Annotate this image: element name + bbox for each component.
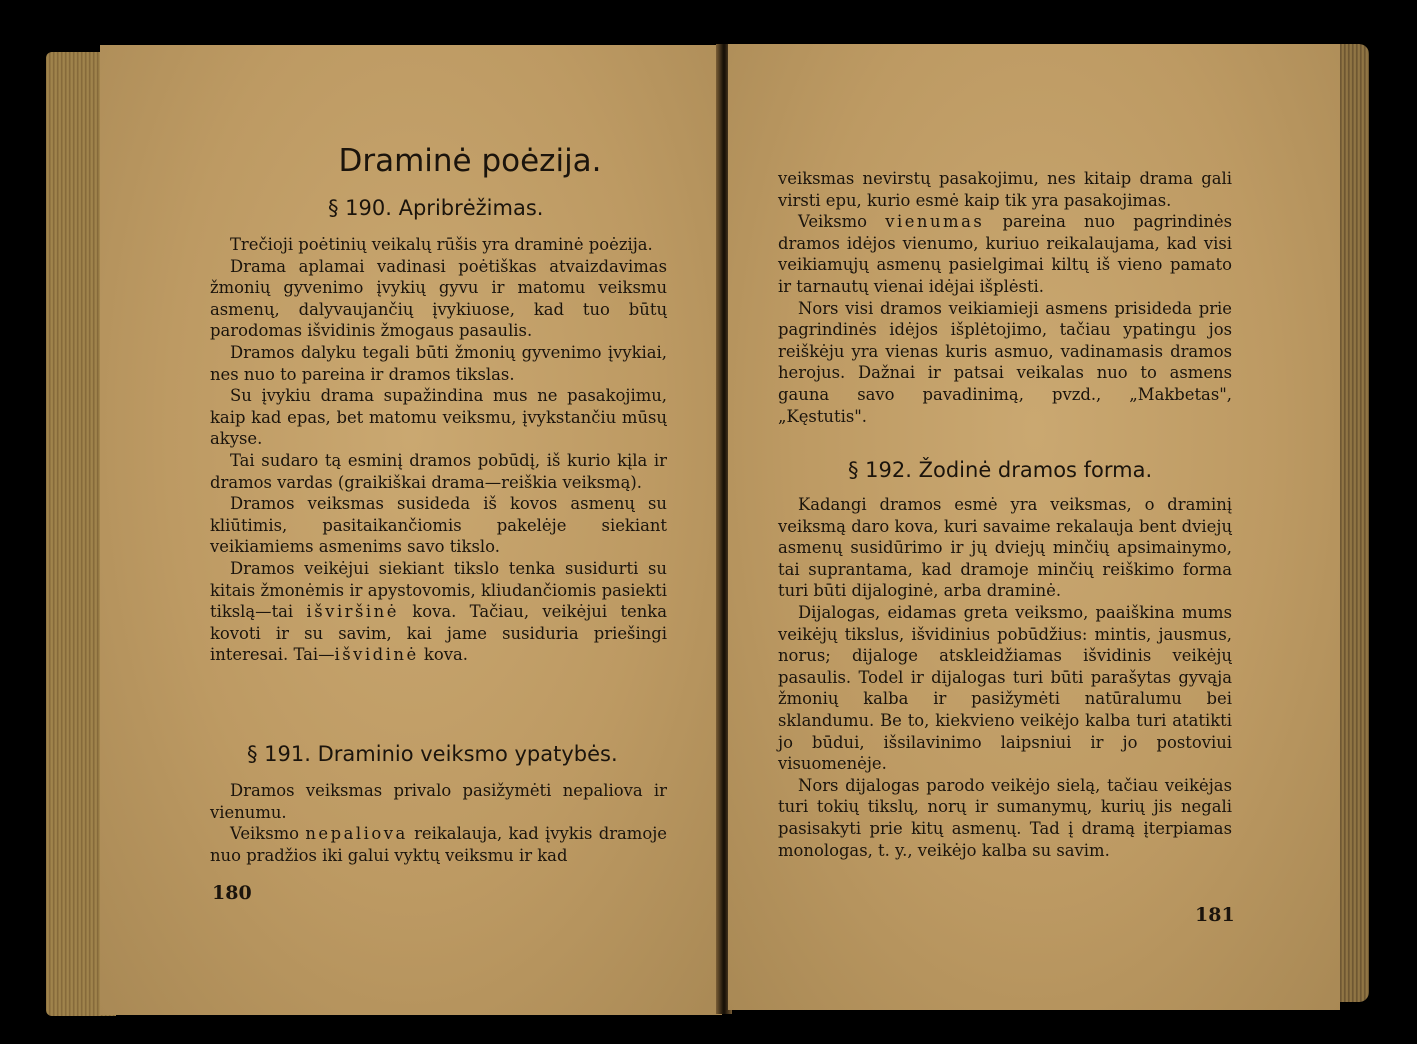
paragraph: veiksmas nevirstų pasakojimu, nes kitaip drama gali virsti epu, kurio esmė kaip tik yra pasakojimas.: [778, 169, 1232, 210]
section-191-text: [210, 780, 667, 866]
left-page: [100, 45, 722, 1015]
paragraph: Nors visi dramos veikiamieji asmens prisideda prie pagrindinės idėjos išplėtojimo, tačiau ypatingu jos reiškėju yra vienas kuris asmuo, vadinamasis dramos herojus. Dažnai ir patsai veikalas nuo to asmens gauna savo pavadinimą, pvzd., „Makbetas", „Kęstutis".: [778, 298, 1232, 426]
section-191-heading: § 191. Draminio veiksmo ypatybės.: [247, 742, 618, 766]
paragraph: Dijalogas, eidamas greta veiksmo, paaiškina mums veikėjų tikslus, išvidinius pobūdžius: mintis, jausmus, norus; dijaloge atskleidžiamas išvidinis veikėjų pasaulis. Todel ir dijalogas turi būti parašytas gyvąja žmonių kalba ir pasižymėti natūralumu bei sklandumu. Be to, kiekvieno veikėjo kalba turi atatikti jo būdui, išsilavinimo laipsniui ir jo postoviui visuomenėje.: [778, 602, 1232, 774]
text-run: kova.: [423, 645, 468, 665]
emphasis: nepaliova: [305, 824, 408, 844]
emphasis: išviršinė: [306, 602, 399, 622]
paragraph: Dramos dalyku tegali būti žmonių gyvenimo įvykiai, nes nuo to pareina ir dramos tikslas.: [210, 342, 667, 384]
text-run: Veiksmo: [230, 824, 300, 844]
page-number: 181: [1195, 904, 1235, 926]
paragraph: [210, 823, 667, 866]
section-190-text: [210, 234, 667, 666]
section-192-heading: § 192. Žodinė dramos forma.: [848, 458, 1153, 482]
text-run: Dramos veikėjui siekiant tikslo tenka susidurti su kitais žmonėmis ir apystovomis, kliudančiomis pasiekti tikslą—tai: [210, 558, 667, 622]
text-run: reikalauja, kad įvykis dramoje nuo pradžios iki galui vyktų veiksmu ir kad: [210, 824, 667, 865]
paragraph: Drama aplamai vadinasi poėtiškas atvaizdavimas žmonių gyvenimo įvykių gyvu ir matomu veiksmu asmenų, dalyvaujančių įvykiuose, kad tuo būtų parodomas išvidinis žmogaus pasaulis.: [210, 256, 667, 341]
page-title: Draminė poėzija.: [338, 143, 602, 179]
section-192-text: [778, 494, 1232, 861]
paragraph: Tai sudaro tą esminį dramos pobūdį, iš kurio kįla ir dramos vardas (graikiškai drama—reiškia veiksmą).: [210, 450, 667, 492]
text-run: kova. Tačiau, veikėjui tenka kovoti ir su savim, kai jame susiduria priešingi interesai. Tai—: [210, 602, 667, 665]
page-number: 180: [212, 882, 252, 904]
paragraph: Su įvykiu drama supažindina mus ne pasakojimu, kaip kad epas, bet matomu veiksmu, įvykstančiu mūsų akyse.: [210, 386, 667, 449]
paragraph: Dramos veiksmas susideda iš kovos asmenų su kliūtimis, pasitaikančiomis pakelėje siekiant veikiamiems asmenims savo tikslo.: [210, 494, 667, 557]
emphasis: vienumas: [885, 212, 985, 232]
section-190-heading: § 190. Apribrėžimas.: [328, 196, 544, 220]
paragraph: Nors dijalogas parodo veikėjo sielą, tačiau veikėjas turi tokių tikslų, norų ir sumanymų, kurių jis negali pasisakyti prie kitų asmenų. Tad į dramą įterpiamas monologas, t. y., veikėjo kalba su savim.: [778, 775, 1232, 860]
text-run: Veiksmo: [798, 212, 868, 232]
paragraph: [210, 558, 667, 666]
paragraph: [778, 211, 1232, 297]
emphasis: išvidinė: [334, 645, 419, 665]
paragraph: Dramos veiksmas privalo pasižymėti nepaliova ir vienumu.: [210, 781, 667, 822]
paragraph: Kadangi dramos esmė yra veiksmas, o draminį veiksmą daro kova, kuri savaime rekalauja bent dviejų asmenų susidūrimo ir jų dviejų minčių apsimainymo, tai suprantama, kad dramoje minčių reiškimo forma turi būti dijaloginė, arba draminė.: [778, 495, 1232, 601]
paragraph: Trečioji poėtinių veikalų rūšis yra draminė poėzija.: [230, 235, 653, 254]
text-run: pareina nuo pagrindinės dramos idėjos vienumo, kuriuo reikalaujama, kad visi veikiamųjų asmenų pasielgimai kiltų iš vieno pamato ir tarnautų vienai idėjai išplėsti.: [778, 212, 1233, 296]
section-191-continued: [778, 168, 1232, 427]
right-page: [728, 44, 1340, 1010]
